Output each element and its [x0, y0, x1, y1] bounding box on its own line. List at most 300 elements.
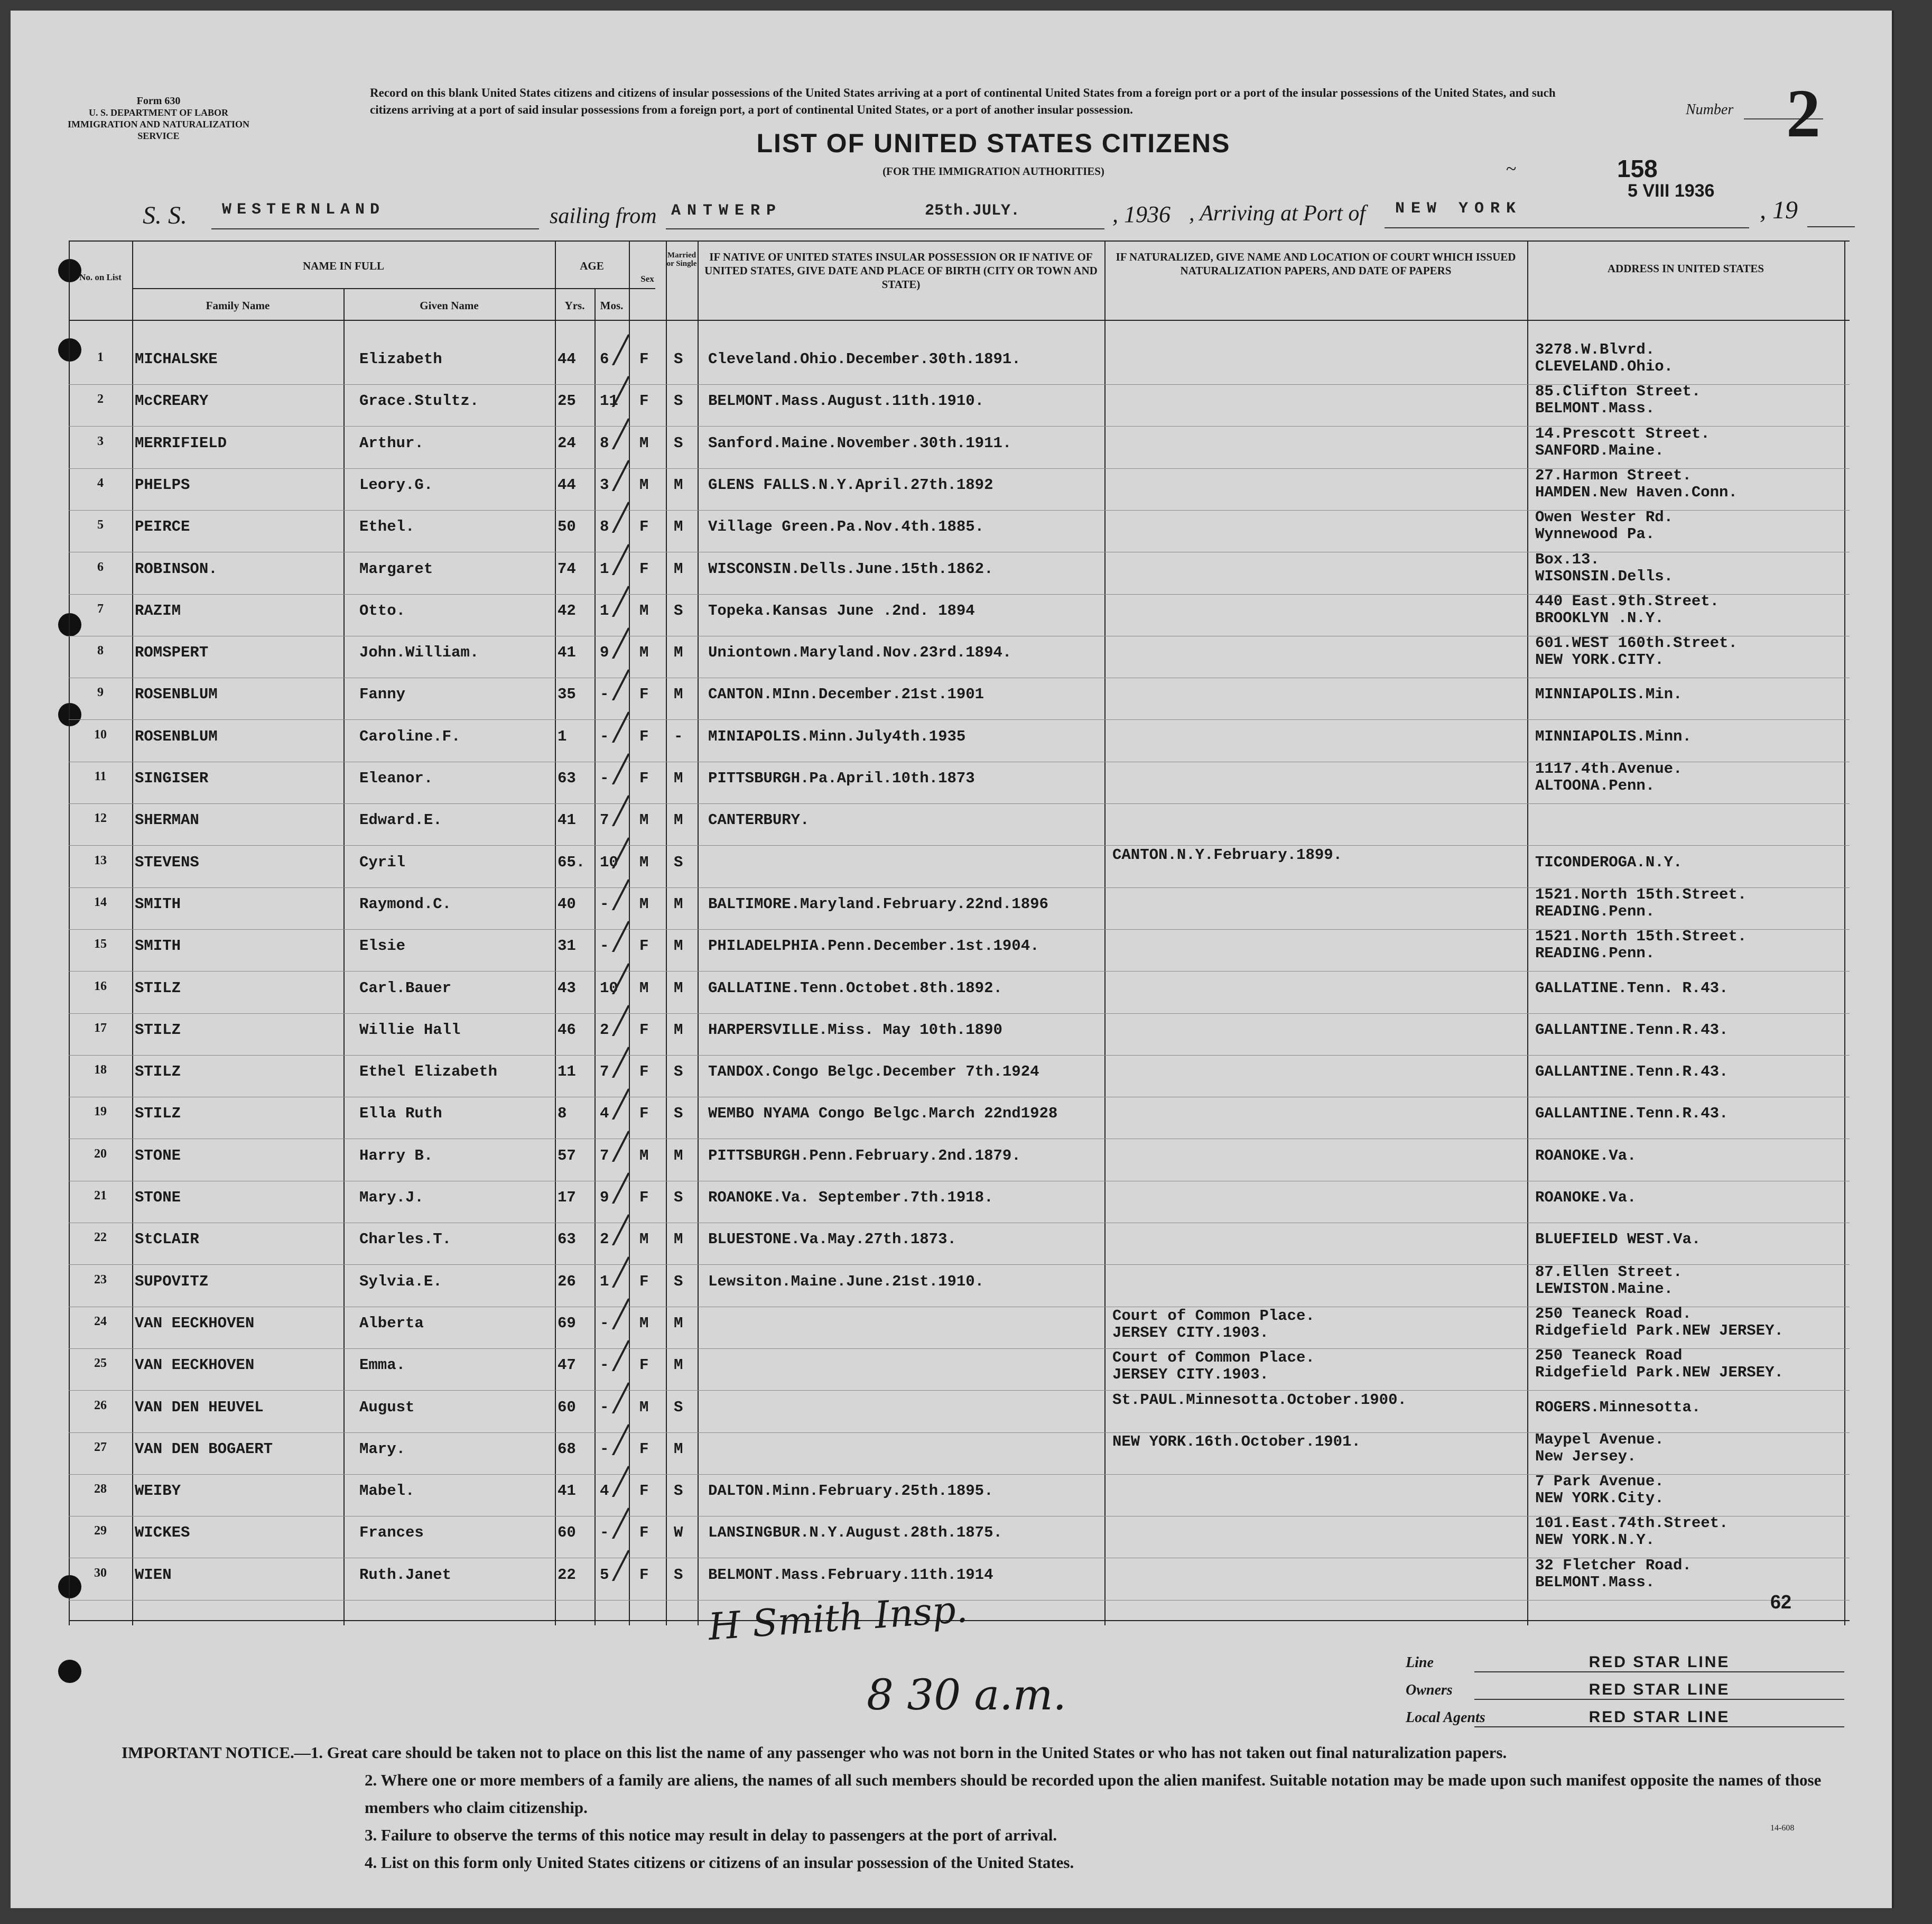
cell-given: Edward.E. [359, 811, 442, 829]
cell-given: Fanny [359, 686, 406, 704]
cell-mos: - [600, 1356, 609, 1374]
cell-address-line2: READING.Penn. [1535, 945, 1655, 963]
cell-given: Caroline.F. [359, 727, 461, 745]
cell-sex: F [639, 1440, 649, 1458]
row-rule [69, 1390, 1850, 1391]
cell-birth: BLUESTONE.Va.May.27th.1873. [708, 1231, 956, 1248]
cell-yrs: 63 [558, 1231, 576, 1248]
cell-given: Leory.G. [359, 476, 433, 494]
row-rule [69, 1055, 1850, 1056]
cell-no: 5 [97, 518, 104, 532]
cell-address-line2: READING.Penn. [1535, 902, 1655, 920]
cell-yrs: 63 [558, 770, 576, 787]
cell-family: StCLAIR [135, 1231, 199, 1248]
cell-yrs: 47 [558, 1356, 576, 1374]
cell-ms: M [674, 937, 683, 955]
table-col-line [666, 240, 667, 1625]
cell-family: STILZ [135, 1021, 181, 1039]
check-mark-icon: ╱ [613, 376, 629, 408]
cell-no: 24 [94, 1314, 107, 1328]
cell-ms: M [674, 518, 683, 536]
cell-address-line2: Wynnewood Pa. [1535, 525, 1655, 543]
cell-address-line2: BELMONT.Mass. [1535, 400, 1655, 418]
cell-sex: M [639, 434, 649, 452]
list-number: 2 [1786, 76, 1820, 152]
cell-family: STILZ [135, 1105, 181, 1123]
cell-family: ROMSPERT [135, 644, 209, 662]
cell-no: 23 [94, 1272, 107, 1287]
cell-ms: S [674, 853, 683, 871]
cell-yrs: 25 [558, 392, 576, 410]
cell-birth: LANSINGBUR.N.Y.August.28th.1875. [708, 1524, 1002, 1542]
year-field: , 1936 [1112, 201, 1171, 227]
cell-address-line2: WISONSIN.Dells. [1535, 567, 1674, 585]
col-header-family: Family Name [206, 299, 270, 312]
cell-yrs: 40 [558, 895, 576, 913]
cell-sex: F [639, 1021, 649, 1039]
cell-ms: S [674, 434, 683, 452]
check-mark-icon: ╱ [613, 1131, 629, 1162]
check-mark-icon: ╱ [613, 1173, 629, 1204]
cell-address-line1: Maypel Avenue. [1535, 1430, 1664, 1448]
cell-family: PEIRCE [135, 518, 190, 536]
cell-naturalization: Court of Common Place. [1112, 1349, 1315, 1367]
cell-no: 14 [94, 895, 107, 909]
cell-mos: 4 [600, 1482, 609, 1500]
cell-sex: F [639, 1356, 649, 1374]
col-header-name: NAME IN FULL [302, 260, 384, 272]
sailing-date: 25th.JULY. [925, 202, 1020, 220]
col-header-mos: Mos. [600, 299, 624, 312]
ship-name: WESTERNLAND [222, 201, 385, 219]
cell-address-line1: ROANOKE.Va. [1535, 1189, 1637, 1206]
cell-sex: M [639, 979, 649, 997]
cell-address-line2: NEW YORK.N.Y. [1535, 1531, 1655, 1549]
cell-sex: F [639, 350, 649, 368]
notice-label: IMPORTANT NOTICE.— [122, 1743, 311, 1762]
line-underline [1474, 1671, 1844, 1672]
cell-sex: F [639, 727, 649, 745]
table-col-line [343, 288, 345, 1625]
cell-birth: CANTERBURY. [708, 811, 810, 829]
cell-mos: 9 [600, 1189, 609, 1206]
cell-ms: M [674, 644, 683, 662]
cell-address-line2: CLEVELAND.Ohio. [1535, 358, 1674, 375]
date-nineteen: , 19 [1760, 196, 1798, 224]
table-col-line [595, 288, 596, 1625]
owners-underline [1474, 1699, 1844, 1700]
cell-yrs: 35 [558, 686, 576, 704]
agents-underline [1474, 1726, 1844, 1727]
cell-sex: F [639, 560, 649, 578]
cell-mos: 9 [600, 644, 609, 662]
cell-no: 1 [97, 350, 104, 364]
cell-given: Elizabeth [359, 350, 442, 368]
cell-no: 2 [97, 392, 104, 406]
cell-family: SMITH [135, 937, 181, 955]
cell-yrs: 60 [558, 1398, 576, 1416]
cell-given: John.William. [359, 644, 479, 662]
cell-no: 9 [97, 686, 104, 700]
cell-given: Otto. [359, 602, 406, 619]
cell-address-line1: TICONDEROGA.N.Y. [1535, 853, 1683, 871]
cell-mos: 8 [600, 518, 609, 536]
cell-sex: M [639, 811, 649, 829]
cell-mos: 2 [600, 1021, 609, 1039]
notice-item-4 [122, 1849, 1865, 1876]
cell-yrs: 17 [558, 1189, 576, 1206]
col-header-naturalization: IF NATURALIZED, GIVE NAME AND LOCATION OF COURT WHICH ISSUED NATURALIZATION PAPERS, AND DATE OF PAPERS [1116, 251, 1516, 277]
cell-family: VAN EECKHOVEN [135, 1314, 255, 1332]
cell-sex: F [639, 770, 649, 787]
cell-family: WEIBY [135, 1482, 181, 1500]
cell-birth: GLENS FALLS.N.Y.April.27th.1892 [708, 476, 993, 494]
table-col-line [1527, 240, 1528, 1625]
check-mark-icon: ╱ [613, 711, 629, 743]
cell-yrs: 44 [558, 350, 576, 368]
cell-mos: 4 [600, 1105, 609, 1123]
cell-sex: F [639, 1524, 649, 1542]
check-mark-icon: ╱ [613, 1424, 629, 1455]
stamp-number: 158 [1617, 155, 1658, 182]
agents-label: Local Agents [1406, 1709, 1485, 1726]
date-underline [1807, 226, 1855, 227]
cell-family: SHERMAN [135, 811, 199, 829]
cell-address-line2: LEWISTON.Maine. [1535, 1280, 1674, 1298]
check-mark-icon: ╱ [613, 586, 629, 617]
cell-given: Ella Ruth [359, 1105, 442, 1123]
cell-given: August [359, 1398, 415, 1416]
cell-mos: 10 [600, 853, 618, 871]
cell-yrs: 46 [558, 1021, 576, 1039]
form-code: 14-608 [1770, 1824, 1795, 1833]
cell-naturalization-2: JERSEY CITY.1903. [1112, 1324, 1269, 1342]
cell-no: 6 [97, 560, 104, 574]
cell-address-line1: 3278.W.Blvrd. [1535, 341, 1655, 358]
col-header-yrs: Yrs. [564, 299, 585, 312]
cell-no: 16 [94, 979, 107, 993]
cell-yrs: 26 [558, 1272, 576, 1290]
cell-birth: WISCONSIN.Dells.June.15th.1862. [708, 560, 993, 578]
cell-family: STEVENS [135, 853, 199, 871]
inspector-signature: H Smith Insp. [707, 1587, 969, 1649]
check-mark-icon: ╱ [613, 1089, 629, 1120]
cell-address-line2: BROOKLYN .N.Y. [1535, 609, 1664, 627]
cell-address-line1: 1117.4th.Avenue. [1535, 760, 1683, 778]
cell-given: Emma. [359, 1356, 406, 1374]
check-mark-icon: ╱ [613, 1340, 629, 1372]
table-col-line [69, 240, 70, 1625]
cell-given: Raymond.C. [359, 895, 452, 913]
cell-given: Ruth.Janet [359, 1566, 452, 1584]
cell-family: STONE [135, 1146, 181, 1164]
arriving-label: , Arriving at Port of [1189, 201, 1366, 226]
cell-yrs: 44 [558, 476, 576, 494]
cell-given: Eleanor. [359, 770, 433, 787]
passenger-table [69, 240, 1850, 1625]
cell-given: Mabel. [359, 1482, 415, 1500]
cell-given: Elsie [359, 937, 406, 955]
owners-label: Owners [1406, 1682, 1453, 1698]
cell-no: 8 [97, 644, 104, 658]
cell-sex: F [639, 937, 649, 955]
cell-given: Mary.J. [359, 1189, 424, 1206]
cell-family: VAN DEN BOGAERT [135, 1440, 273, 1458]
check-mark-icon: ╱ [613, 1256, 629, 1288]
cell-ms: M [674, 895, 683, 913]
cell-birth: Lewsiton.Maine.June.21st.1910. [708, 1272, 984, 1290]
check-mark-icon: ╱ [613, 1047, 629, 1078]
cell-ms: M [674, 1146, 683, 1164]
notice-text-1: 1. Great care should be taken not to place on this list the name of any passenger who was not born in the United States or who has not taken out final naturalization papers. [310, 1743, 1507, 1762]
cell-family: McCREARY [135, 392, 209, 410]
cell-birth: ROANOKE.Va. September.7th.1918. [708, 1189, 993, 1206]
check-mark-icon: ╱ [613, 1005, 629, 1036]
cell-family: STONE [135, 1189, 181, 1206]
cell-birth: BELMONT.Mass.February.11th.1914 [708, 1566, 993, 1584]
cell-mos: 5 [600, 1566, 609, 1584]
cell-no: 26 [94, 1398, 107, 1412]
important-notice [122, 1739, 1865, 1876]
cell-given: Frances [359, 1524, 424, 1542]
check-mark-icon: ╱ [613, 1298, 629, 1329]
cell-ms: M [674, 1021, 683, 1039]
cell-mos: 1 [600, 560, 609, 578]
cell-birth: TANDOX.Congo Belgc.December 7th.1924 [708, 1063, 1039, 1081]
number-label: Number [1686, 101, 1734, 118]
cell-family: MICHALSKE [135, 350, 218, 368]
cell-no: 17 [94, 1021, 107, 1035]
cell-given: Mary. [359, 1440, 406, 1458]
cell-naturalization: NEW YORK.16th.October.1901. [1112, 1432, 1361, 1450]
manifest-sheet [11, 11, 1894, 1908]
check-mark-icon: ╱ [613, 628, 629, 659]
col-header-age: AGE [580, 260, 604, 272]
cell-address-line1: MINNIAPOLIS.Min. [1535, 686, 1683, 704]
col-header-given: Given Name [420, 299, 479, 312]
cell-address-line1: BLUEFIELD WEST.Va. [1535, 1231, 1701, 1248]
table-col-line [698, 240, 699, 1625]
cell-address-line1: 1521.North 15th.Street. [1535, 885, 1747, 903]
row-rule [69, 1013, 1850, 1014]
cell-ms: M [674, 560, 683, 578]
cell-address-line1: GALLATINE.Tenn. R.43. [1535, 979, 1729, 997]
port-underline [666, 228, 1104, 229]
form-identifier [63, 95, 254, 142]
cell-yrs: 69 [558, 1314, 576, 1332]
cell-given: Alberta [359, 1314, 424, 1332]
check-mark-icon: ╱ [613, 670, 629, 701]
cell-address-line1: 32 Fletcher Road. [1535, 1556, 1692, 1574]
departure-port: ANTWERP [671, 202, 783, 220]
cell-ms: S [674, 1566, 683, 1584]
cell-no: 18 [94, 1063, 107, 1077]
cell-yrs: 41 [558, 644, 576, 662]
cell-no: 19 [94, 1105, 107, 1119]
cell-given: Ethel. [359, 518, 415, 536]
cell-given: Margaret [359, 560, 433, 578]
cell-given: Carl.Bauer [359, 979, 452, 997]
cell-mos: 6 [600, 350, 609, 368]
cell-given: Charles.T. [359, 1231, 452, 1248]
cell-family: WIEN [135, 1566, 172, 1584]
col-header-married: Married or Single [666, 251, 697, 268]
cell-given: Harry B. [359, 1146, 433, 1164]
cell-yrs: 65. [558, 853, 586, 871]
table-rule [69, 240, 1850, 242]
cell-yrs: 43 [558, 979, 576, 997]
cell-address-line2: SANFORD.Maine. [1535, 441, 1664, 459]
row-rule [69, 971, 1850, 972]
cell-address-line1: 1521.North 15th.Street. [1535, 928, 1747, 946]
cell-birth: PITTSBURGH.Pa.April.10th.1873 [708, 770, 975, 787]
page-title: LIST OF UNITED STATES CITIZENS [756, 128, 1231, 158]
cell-no: 25 [94, 1356, 107, 1371]
cell-address-line1: 101.East.74th.Street. [1535, 1514, 1729, 1532]
col-header-birth: IF NATIVE OF UNITED STATES INSULAR POSSESSION OR IF NATIVE OF UNITED STATES, GIVE DATE AND PLACE OF BIRTH (CITY OR TOWN AND STATE) [704, 251, 1098, 291]
cell-family: STILZ [135, 1063, 181, 1081]
cell-family: SINGISER [135, 770, 209, 787]
cell-ms: M [674, 1356, 683, 1374]
cell-birth: DALTON.Minn.February.25th.1895. [708, 1482, 993, 1500]
cell-address-line2: BELMONT.Mass. [1535, 1573, 1655, 1591]
cell-yrs: 31 [558, 937, 576, 955]
cell-naturalization: St.PAUL.Minnesotta.October.1900. [1112, 1391, 1407, 1409]
cell-family: SMITH [135, 895, 181, 913]
table-col-line [1844, 240, 1845, 1625]
row-rule [69, 803, 1850, 804]
check-mark-icon: ╱ [613, 796, 629, 827]
cell-no: 13 [94, 853, 107, 867]
row-rule [69, 845, 1850, 846]
cell-mos: - [600, 727, 609, 745]
col-header-sex: Sex [640, 274, 654, 284]
cell-ms: M [674, 476, 683, 494]
handwritten-time: 8 30 a.m. [867, 1670, 1066, 1719]
table-rule [132, 288, 655, 289]
cell-yrs: 8 [558, 1105, 567, 1123]
cell-ms: S [674, 1189, 683, 1206]
check-mark-icon: ╱ [613, 502, 629, 533]
check-mark-icon: ╱ [613, 1215, 629, 1246]
cell-address-line1: 87.Ellen Street. [1535, 1263, 1683, 1281]
check-mark-icon: ╱ [613, 1508, 629, 1539]
form-number: Form 630 [136, 95, 181, 107]
cell-mos: 2 [600, 1231, 609, 1248]
cell-address-line1: 85.Clifton Street. [1535, 383, 1701, 401]
cell-yrs: 57 [558, 1146, 576, 1164]
cell-address-line1: 601.WEST 160th.Street. [1535, 634, 1738, 652]
cell-yrs: 22 [558, 1566, 576, 1584]
cell-mos: 10 [600, 979, 618, 997]
cell-ms: S [674, 602, 683, 619]
cell-yrs: 50 [558, 518, 576, 536]
cell-ms: S [674, 1398, 683, 1416]
cell-mos: - [600, 895, 609, 913]
sailing-from-label: sailing from [550, 204, 657, 228]
cell-sex: M [639, 1231, 649, 1248]
cell-mos: 1 [600, 602, 609, 619]
cell-address-line1: ROGERS.Minnesotta. [1535, 1398, 1701, 1416]
cell-address-line1: Box.13. [1535, 550, 1600, 568]
cell-ms: M [674, 1440, 683, 1458]
check-mark-icon: ╱ [613, 837, 629, 868]
cell-ms: M [674, 811, 683, 829]
cell-mos: - [600, 1314, 609, 1332]
cell-naturalization: CANTON.N.Y.February.1899. [1112, 846, 1343, 864]
cell-address-line1: ROANOKE.Va. [1535, 1146, 1637, 1164]
cell-sex: F [639, 686, 649, 704]
table-col-line [555, 240, 556, 1625]
cell-birth: HARPERSVILLE.Miss. May 10th.1890 [708, 1021, 1002, 1039]
cell-given: Ethel Elizabeth [359, 1063, 498, 1081]
cell-family: VAN DEN HEUVEL [135, 1398, 264, 1416]
cell-mos: - [600, 686, 609, 704]
cell-birth: Village Green.Pa.Nov.4th.1885. [708, 518, 984, 536]
cell-no: 3 [97, 434, 104, 448]
table-rule [69, 320, 1850, 321]
cell-ms: W [674, 1524, 683, 1542]
cell-ms: S [674, 1063, 683, 1081]
department-name: U. S. DEPARTMENT OF LABOR [88, 107, 229, 118]
check-mark-icon: ╱ [613, 754, 629, 784]
arrival-port: NEW YORK [1395, 200, 1522, 218]
cell-address-line2: Ridgefield Park.NEW JERSEY. [1535, 1364, 1784, 1382]
cell-no: 27 [94, 1440, 107, 1454]
cell-address-line1: 250 Teaneck Road [1535, 1347, 1683, 1365]
cell-address-line1: 440 East.9th.Street. [1535, 592, 1720, 610]
cell-address-line1: MINNIAPOLIS.Minn. [1535, 727, 1692, 745]
cell-family: PHELPS [135, 476, 190, 494]
owners-value: RED STAR LINE [1589, 1681, 1730, 1698]
cell-mos: 3 [600, 476, 609, 494]
page-mark: 62 [1770, 1591, 1792, 1613]
cell-yrs: 74 [558, 560, 576, 578]
cell-mos: 11 [600, 392, 618, 410]
cell-yrs: 68 [558, 1440, 576, 1458]
cell-sex: M [639, 602, 649, 619]
col-header-address: ADDRESS IN UNITED STATES [1607, 262, 1764, 275]
cell-yrs: 60 [558, 1524, 576, 1542]
cell-sex: F [639, 518, 649, 536]
cell-sex: F [639, 392, 649, 410]
cell-address-line1: GALLANTINE.Tenn.R.43. [1535, 1063, 1729, 1081]
cell-family: ROSENBLUM [135, 686, 218, 704]
notice-item-3 [122, 1821, 1865, 1849]
cell-no: 10 [94, 727, 107, 742]
line-label: Line [1406, 1654, 1434, 1671]
cell-sex: M [639, 476, 649, 494]
cell-family: MERRIFIELD [135, 434, 227, 452]
cell-address-line2: Ridgefield Park.NEW JERSEY. [1535, 1321, 1784, 1339]
check-mark-icon: ╱ [613, 1382, 629, 1413]
binder-hole [58, 1660, 81, 1683]
cell-sex: M [639, 644, 649, 662]
check-mark-icon: ╱ [613, 460, 629, 491]
cell-no: 12 [94, 811, 107, 826]
cell-ms: S [674, 1482, 683, 1500]
col-header-no: No. on List [79, 272, 122, 282]
notice-item-2 [122, 1766, 1865, 1821]
cell-ms: S [674, 392, 683, 410]
cell-address-line1: 27.Harmon Street. [1535, 466, 1692, 484]
cell-birth: BELMONT.Mass.August.11th.1910. [708, 392, 984, 410]
cell-address-line2: New Jersey. [1535, 1447, 1637, 1465]
cell-no: 7 [97, 602, 104, 616]
table-col-line [629, 240, 630, 1625]
hand-mark: ~ [1506, 158, 1517, 179]
cell-mos: - [600, 937, 609, 955]
